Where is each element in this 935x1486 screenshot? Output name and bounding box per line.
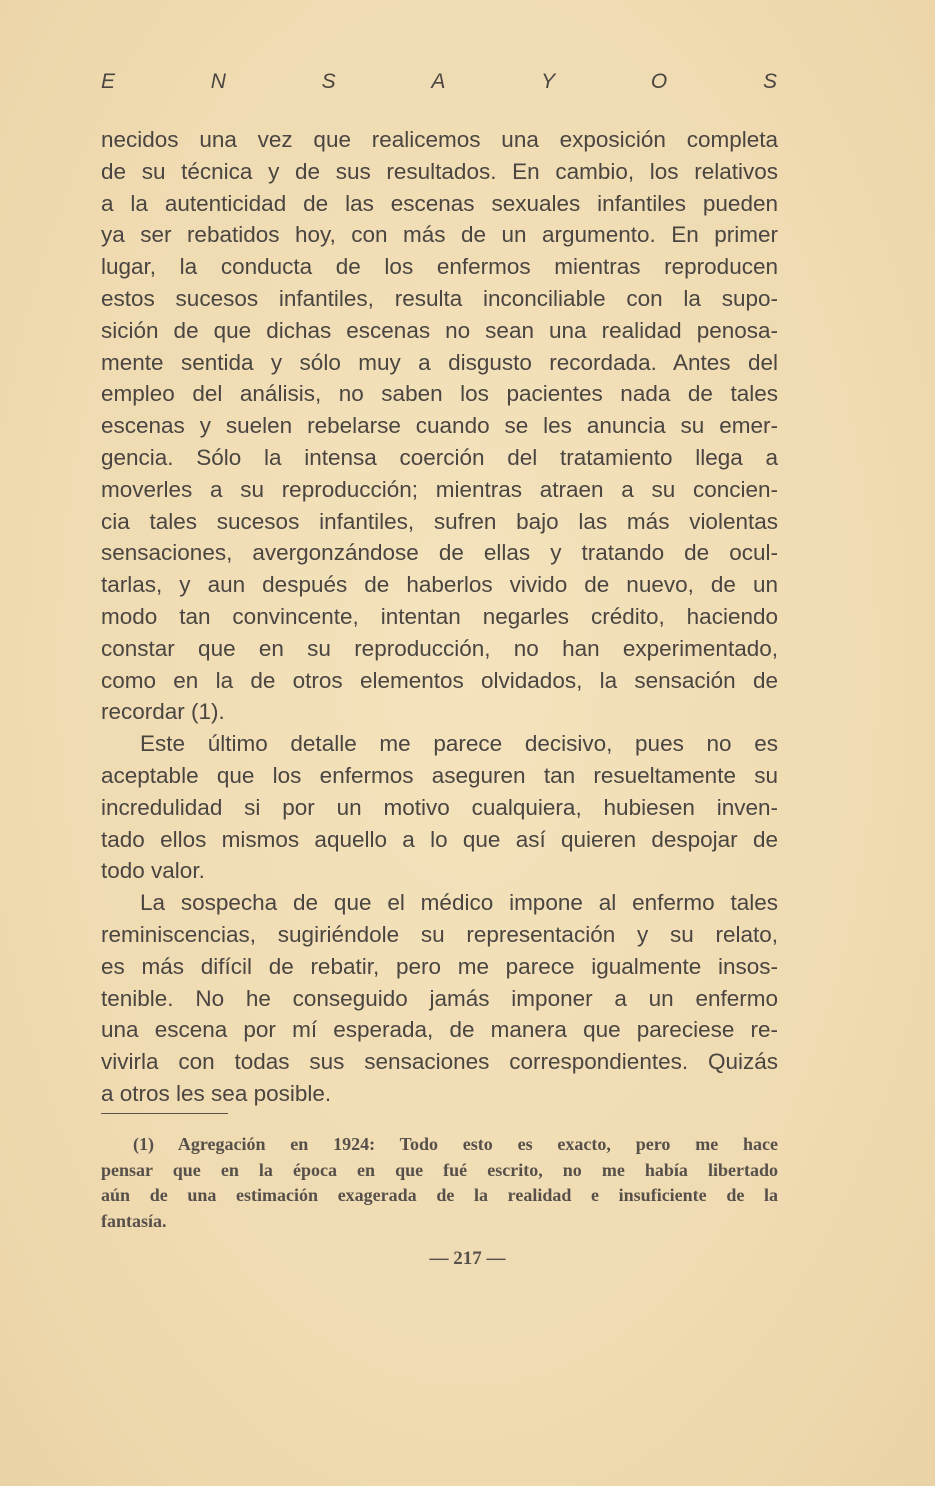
text-line: estos sucesos infantiles, resulta inconciliable con la supo- [101,285,778,311]
text-line: tado ellos mismos aquello a lo que así quieren despojar de [101,826,778,852]
header-letter: A [431,70,447,93]
text-line: tenible. No he conseguido jamás imponer a un enfermo [101,985,778,1011]
text-line: cia tales sucesos infantiles, sufren bajo las más violentas [101,508,778,534]
text-line: una escena por mí esperada, de manera que pareciese re- [101,1017,778,1043]
text-line: gencia. Sólo la intensa coerción del tratamiento llega a [101,444,778,470]
text-line: todo valor. [101,858,205,884]
text-line: La sospecha de que el médico impone al enfermo tales [140,890,778,916]
header-letter: O [650,70,669,93]
footnote [101,1132,778,1235]
text-line: sición de que dichas escenas no sean una realidad penosa- [101,317,778,343]
header-letter: Y [541,70,557,93]
text-line: como en la de otros elementos olvidados, la sensación de [101,667,778,693]
text-line: constar que en su reproducción, no han experimentado, [101,635,778,661]
text-line: aceptable que los enfermos aseguren tan resueltamente su [101,762,778,788]
text-line: es más difícil de rebatir, pero me parece igualmente insos- [101,953,778,979]
header-letter: E [101,70,117,93]
text-line: Este último detalle me parece decisivo, pues no es [140,731,778,757]
text-line: mente sentida y sólo muy a disgusto recordada. Antes del [101,349,778,375]
text-line: modo tan convincente, intentan negarles crédito, haciendo [101,603,778,629]
footnote-separator [101,1113,228,1114]
body-text [101,124,778,1110]
text-line: tarlas, y aun después de haberlos vivido de nuevo, de un [101,572,778,598]
header-letter: N [210,70,227,93]
text-line: recordar (1). [101,699,225,725]
text-line: sensaciones, avergonzándose de ellas y tratando de ocul- [101,540,778,566]
footnote-line: pensar que en la época en que fué escrito, no me había libertado [101,1159,778,1180]
text-line: a otros les sea posible. [101,1080,332,1106]
text-line: necidos una vez que realicemos una exposición completa [101,127,778,152]
text-line: escenas y suelen rebelarse cuando se les anuncia su emer- [101,413,778,439]
text-line: a la autenticidad de las escenas sexuales infantiles pueden [101,190,778,216]
footnote-line: (1) Agregación en 1924: Todo esto es exacto, pero me hace [133,1134,778,1154]
text-line: moverles a su reproducción; mientras atraen a su concien- [101,476,778,502]
text-line: lugar, la conducta de los enfermos mientras reproducen [101,254,778,280]
text-line: reminiscencias, sugiriéndole su representación y su relato, [101,921,778,947]
header-letter: S [321,70,337,93]
text-line: empleo del análisis, no saben los pacientes nada de tales [101,381,778,407]
text-line: ya ser rebatidos hoy, con más de un argumento. En primer [101,222,778,248]
header-letter: S [762,70,778,93]
running-header [101,70,778,94]
footnote-line: aún de una estimación exagerada de la realidad e insuficiente de la [101,1185,778,1206]
text-line: incredulidad si por un motivo cualquiera, hubiesen inven- [101,794,778,820]
page-number: — 217 — [429,1248,506,1269]
footnote-line: fantasía. [101,1211,167,1232]
text-line: de su técnica y de sus resultados. En cambio, los relativos [101,158,778,184]
text-line: vivirla con todas sus sensaciones correspondientes. Quizás [101,1049,778,1075]
